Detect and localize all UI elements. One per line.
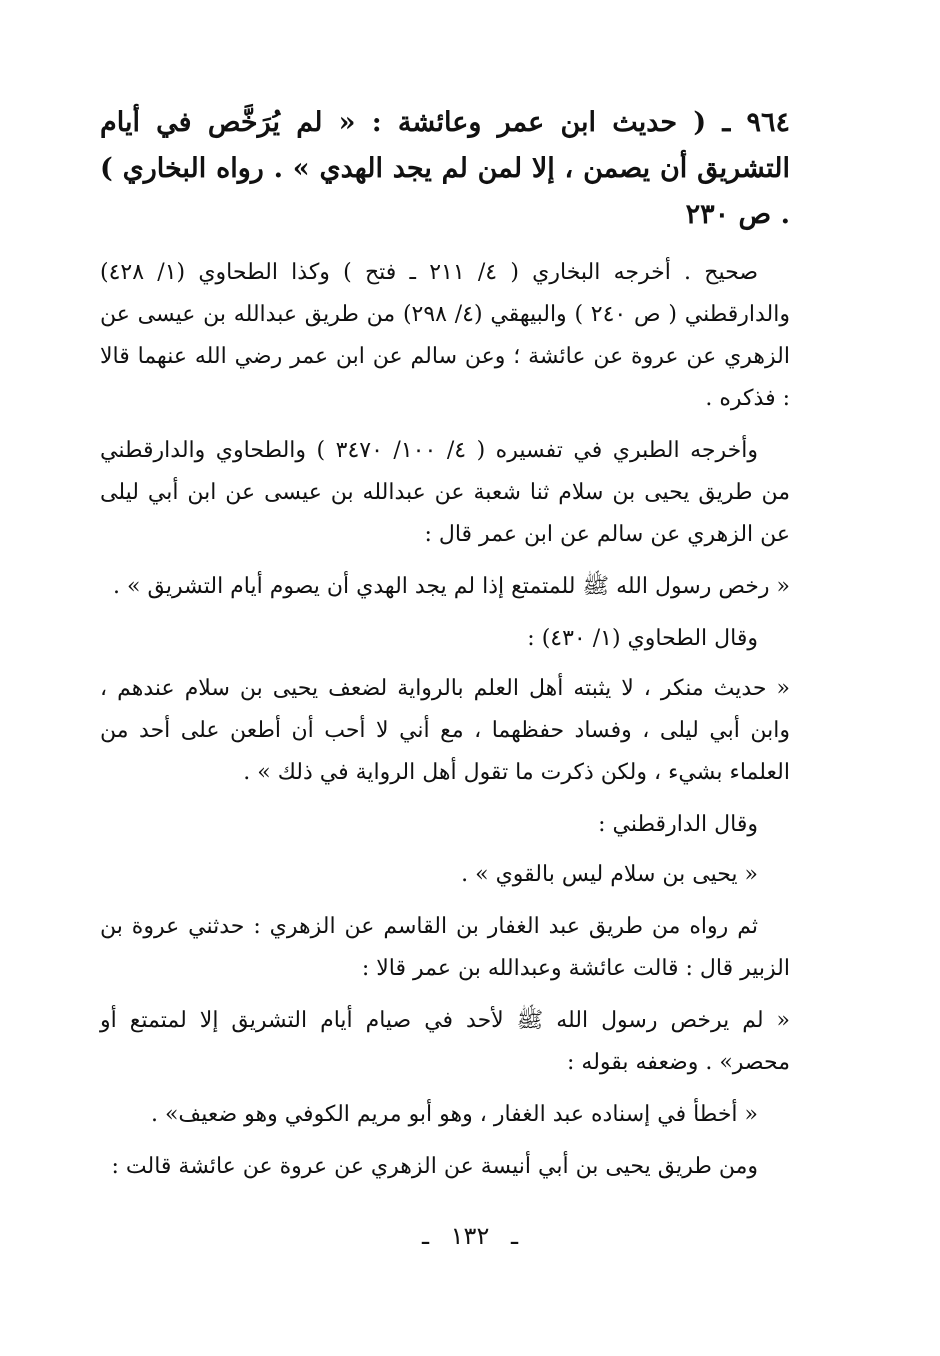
quote-akhta: « أخطأ في إسناده عبد الغفار ، وهو أبو مريم الكوفي وهو ضعيف» .	[150, 1102, 758, 1127]
paragraph-tahawi-said: وقال الطحاوي (١/ ٤٣٠) :	[527, 626, 758, 651]
hadith-heading: ٩٦٤ ـ ( حديث ابن عمر وعائشة : « لم يُرَخَّص في أيام التشريق أن يصمن ، إلا لمن لم يجد الهدي » . رواه البخاري ) . ص ٢٣٠	[100, 107, 790, 230]
paragraph-abd-al-ghaffar: ثم رواه من طريق عبد الغفار بن القاسم عن الزهري : حدثني عروة بن الزبير قال : قالت عائشة وعبدالله بن عمر قالا :	[100, 914, 790, 981]
page-number: ١٣٢	[450, 1222, 490, 1250]
page-footer	[0, 1222, 940, 1250]
quote-tahawi: « حديث منكر ، لا يثبته أهل العلم بالرواية لضعف يحيى بن سلام عندهم ، وابن أبي ليلى ، وفساد حفظهما ، مع أني لا أحب أن أطعن على أحد من العلماء بشيء ، ولكن ذكرت ما تقول أهل الرواية في ذلك » .	[100, 676, 790, 785]
quote-rukhsa: « رخص رسول الله ﷺ للمتمتع إذا لم يجد الهدي أن يصوم أيام التشريق » .	[113, 574, 790, 599]
paragraph-tabari: وأخرجه الطبري في تفسيره ( ٤/ ١٠٠/ ٣٤٧٠ ) والطحاوي والدارقطني من طريق يحيى بن سلام ثنا شعبة عن عبدالله بن عيسى عن ابن أبي ليلى عن الزهري عن سالم عن ابن عمر قال :	[100, 438, 790, 547]
paragraph-daraqutni-said: وقال الدارقطني :	[598, 812, 758, 837]
footer-dash-right: ـ	[510, 1222, 518, 1250]
paragraph-takhrij: صحيح . أخرجه البخاري ( ٤/ ٢١١ ـ فتح ) وكذا الطحاوي (١/ ٤٢٨) والدارقطني ( ص ٢٤٠ ) والبيهقي (٤/ ٢٩٨) من طريق عبدالله بن عيسى عن الزهري عن عروة عن عائشة ؛ وعن سالم عن ابن عمر رضي الله عنهما قالا : فذكره .	[100, 260, 790, 411]
paragraph-ibn-abi-unaysa: ومن طريق يحيى بن أبي أنيسة عن الزهري عن عروة عن عائشة قالت :	[111, 1154, 758, 1179]
quote-daraqutni: « يحيى بن سلام ليس بالقوي » .	[461, 862, 758, 887]
quote-aisha-ibn-umar: « لم يرخص رسول الله ﷺ لأحد في صيام أيام التشريق إلا لمتمتع أو محصر» . وضعفه بقوله :	[100, 1008, 790, 1075]
footer-dash-left: ـ	[421, 1222, 430, 1250]
document-page	[100, 100, 790, 1198]
